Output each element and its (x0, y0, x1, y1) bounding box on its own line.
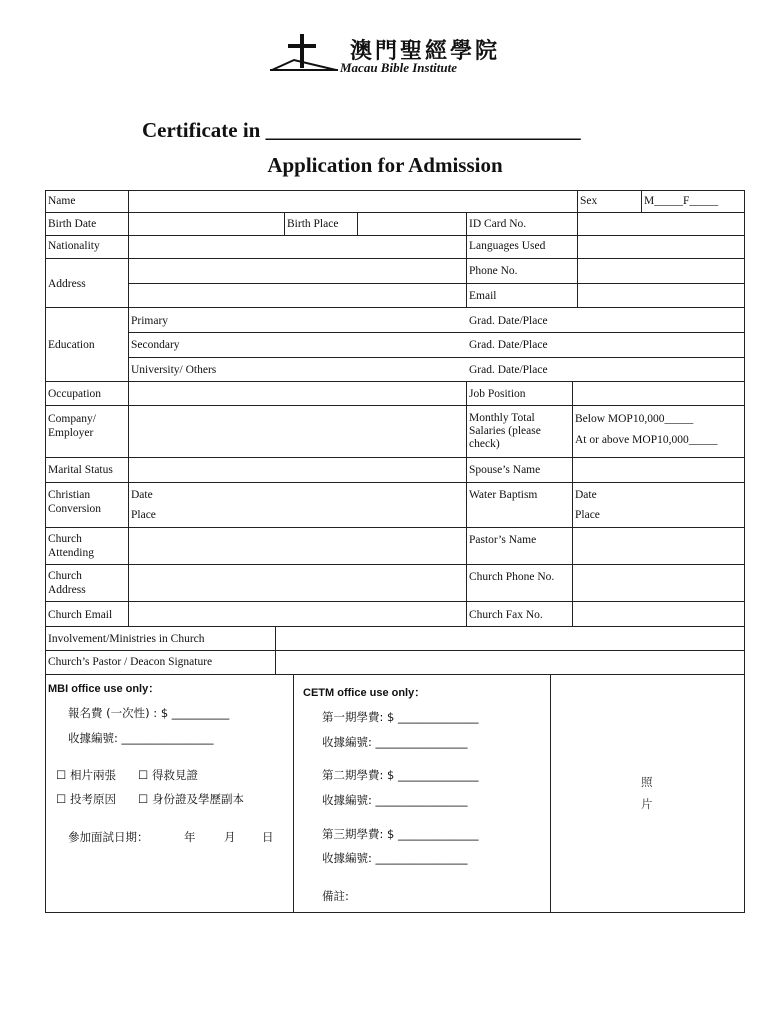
phone-field[interactable] (580, 262, 742, 278)
church-phone-field[interactable] (575, 575, 742, 591)
education-label: Education (48, 339, 95, 351)
signature-label: Church’s Pastor / Deacon Signature (48, 656, 213, 668)
receipt-term-3: 收據編號: ________________ (322, 851, 468, 865)
email-label: Email (469, 290, 497, 302)
photo-area[interactable] (551, 675, 744, 912)
signature-field[interactable] (278, 654, 742, 670)
grad-university-label: Grad. Date/Place (469, 364, 548, 376)
receipt-term-1: 收據編號: ________________ (322, 735, 468, 749)
birth-place-label: Birth Place (287, 218, 339, 230)
primary-field[interactable] (580, 311, 742, 327)
church-address-label: Church Address (48, 570, 86, 596)
id-card-field[interactable] (580, 216, 742, 232)
reason-checkbox[interactable]: ☐ 投考原因 (56, 792, 116, 806)
church-fax-label: Church Fax No. (469, 609, 543, 621)
church-attending-label: Church Attending (48, 533, 94, 559)
pastor-name-field[interactable] (575, 538, 742, 554)
name-field[interactable] (130, 194, 575, 210)
christian-conversion-label: Christian Conversion (48, 489, 102, 515)
languages-label: Languages Used (469, 240, 546, 252)
involvement-label: Involvement/Ministries in Church (48, 633, 205, 645)
email-field[interactable] (580, 287, 742, 303)
occupation-field[interactable] (130, 385, 464, 401)
photo-label-1: 照 (641, 775, 653, 789)
sex-field[interactable]: M_____F_____ (644, 195, 719, 207)
spouse-name-field[interactable] (575, 461, 742, 477)
mbi-office-title: MBI office use only： (48, 683, 160, 695)
above-option[interactable]: At or above MOP10,000_____ (575, 434, 718, 446)
primary-label: Primary (131, 315, 169, 327)
interview-day: 日 (262, 830, 274, 844)
birth-date-field[interactable] (130, 216, 282, 232)
pastor-name-label: Pastor’s Name (469, 534, 537, 546)
application-title: Application for Admission (267, 153, 503, 177)
conversion-place-label: Place (131, 509, 156, 521)
occupation-label: Occupation (48, 388, 102, 400)
company-field[interactable] (130, 420, 464, 436)
fee-term-3: 第三期學費: $ ______________ (322, 827, 479, 841)
name-label: Name (48, 195, 76, 207)
logo-chinese: 澳門聖經學院 (350, 38, 501, 64)
job-position-field[interactable] (575, 385, 742, 401)
logo-english: Macau Bible Institute (340, 60, 458, 75)
cross-logo-icon (268, 32, 340, 74)
grad-primary-label: Grad. Date/Place (469, 315, 548, 327)
interview-month: 月 (224, 830, 236, 844)
baptism-date-label: Date (575, 489, 597, 501)
birth-place-field[interactable] (359, 216, 464, 232)
interview-year: 年 (184, 830, 196, 844)
nationality-field[interactable] (130, 239, 464, 255)
remarks-label: 備註: (322, 889, 349, 903)
baptism-place-label: Place (575, 509, 600, 521)
birth-date-label: Birth Date (48, 218, 97, 230)
church-email-field[interactable] (130, 606, 464, 622)
sex-label: Sex (580, 195, 598, 207)
secondary-label: Secondary (131, 339, 180, 351)
registration-receipt: 收據編號: ________________ (68, 731, 214, 745)
water-baptism-label: Water Baptism (469, 489, 538, 501)
fee-term-1: 第一期學費: $ ______________ (322, 710, 479, 724)
interview-date-label: 參加面試日期： (68, 830, 149, 844)
receipt-term-2: 收據編號: ________________ (322, 793, 468, 807)
involvement-field[interactable] (278, 630, 742, 646)
church-email-label: Church Email (48, 609, 113, 621)
job-position-label: Job Position (469, 388, 526, 400)
below-option[interactable]: Below MOP10,000_____ (575, 413, 694, 425)
nationality-label: Nationality (48, 240, 100, 252)
id-docs-checkbox[interactable]: ☐ 身份證及學歷副本 (138, 792, 244, 806)
church-attending-field[interactable] (130, 538, 464, 554)
university-label: University/ Others (131, 364, 217, 376)
church-fax-field[interactable] (575, 606, 742, 622)
address-label: Address (48, 278, 86, 290)
marital-status-field[interactable] (130, 461, 464, 477)
phone-label: Phone No. (469, 265, 518, 277)
cetm-office-title: CETM office use only： (303, 687, 426, 699)
salvation-checkbox[interactable]: ☐ 得救見證 (138, 768, 198, 782)
photo-label-2: 片 (641, 797, 653, 811)
registration-fee: 報名費 (一次性) : $ __________ (68, 706, 230, 720)
marital-status-label: Marital Status (48, 464, 113, 476)
id-card-label: ID Card No. (469, 218, 527, 230)
secondary-field[interactable] (580, 336, 742, 352)
address-field-1[interactable] (130, 262, 464, 278)
company-label: Company/ Employer (48, 413, 96, 439)
church-phone-label: Church Phone No. (469, 571, 555, 583)
address-field-2[interactable] (130, 287, 464, 303)
conversion-date-label: Date (131, 489, 153, 501)
monthly-salaries-label: Monthly Total Salaries (please check) (469, 412, 541, 450)
certificate-title: Certificate in ______________________________ (142, 118, 581, 142)
university-field[interactable] (580, 361, 742, 377)
church-address-field[interactable] (130, 575, 464, 591)
grad-secondary-label: Grad. Date/Place (469, 339, 548, 351)
logo (268, 32, 528, 78)
languages-field[interactable] (580, 239, 742, 255)
photos-checkbox[interactable]: ☐ 相片兩張 (56, 768, 116, 782)
spouse-name-label: Spouse’s Name (469, 464, 541, 476)
fee-term-2: 第二期學費: $ ______________ (322, 768, 479, 782)
